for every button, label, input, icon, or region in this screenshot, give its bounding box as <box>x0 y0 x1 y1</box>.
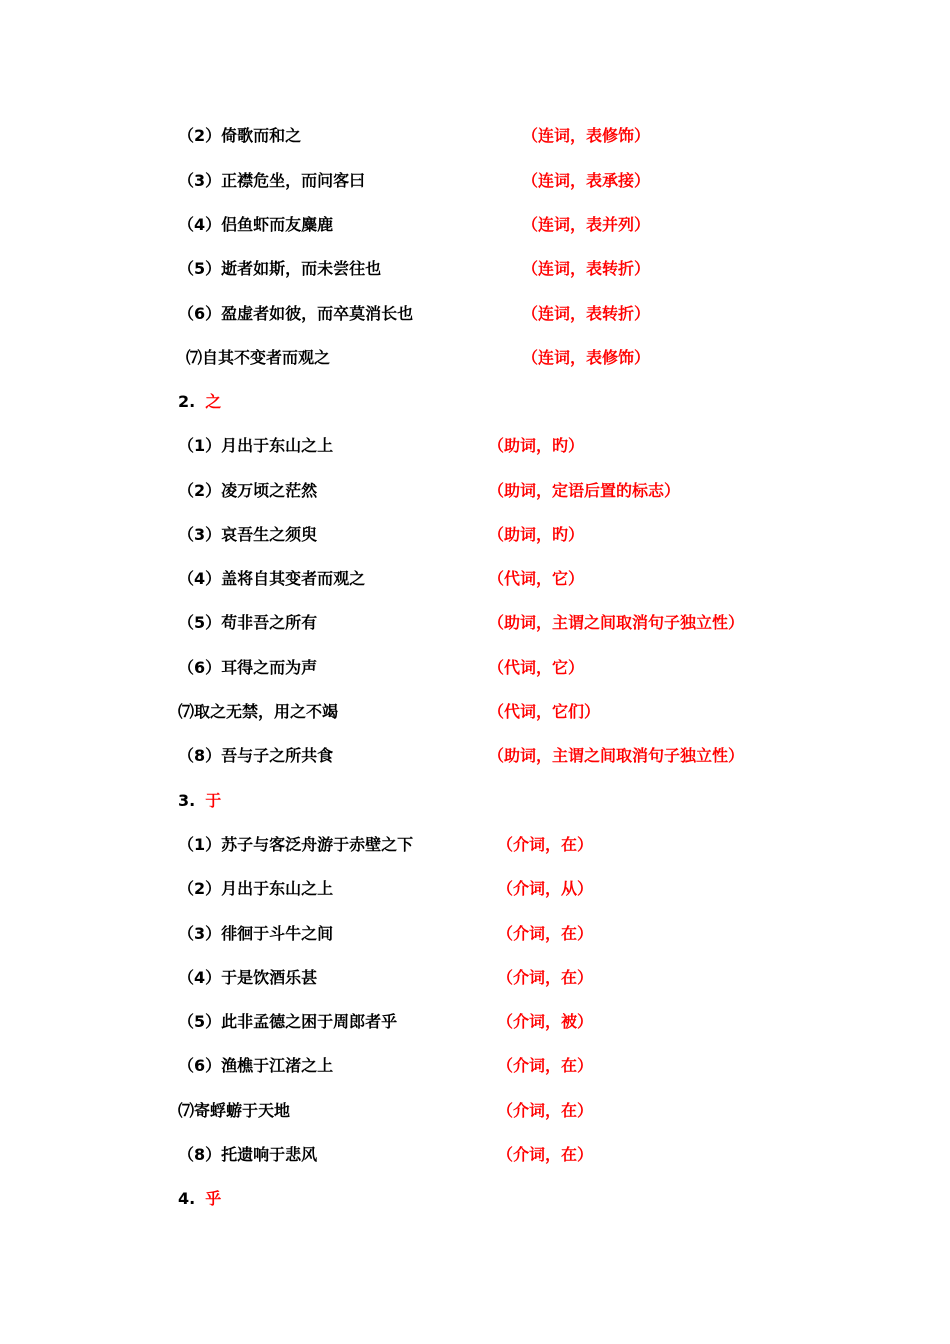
example-sentence: （2）倚歌而和之 <box>178 126 302 145</box>
example-sentence: ⑺取之无禁，用之不竭 <box>178 702 339 721</box>
usage-note: （连词，表承接） <box>522 171 651 190</box>
usage-note: （介词，在） <box>497 1056 594 1075</box>
example-sentence: （2）凌万顷之茫然 <box>178 481 318 500</box>
list-item <box>0 611 950 635</box>
example-sentence: （3）正襟危坐，而问客曰 <box>178 171 366 190</box>
example-sentence: （3）徘徊于斗牛之间 <box>178 924 334 943</box>
list-item <box>0 434 950 458</box>
example-sentence: （5）此非孟德之困于周郎者乎 <box>178 1012 398 1031</box>
list-item <box>0 744 950 768</box>
usage-note: （介词，从） <box>497 879 594 898</box>
list-item <box>0 656 950 680</box>
list-item <box>0 877 950 901</box>
section-heading <box>0 390 950 414</box>
example-sentence: （5）逝者如斯，而未尝往也 <box>178 259 382 278</box>
list-item <box>0 567 950 591</box>
example-sentence: （6）渔樵于江渚之上 <box>178 1056 334 1075</box>
section-heading <box>0 1187 950 1211</box>
example-sentence: （3）哀吾生之须臾 <box>178 525 318 544</box>
usage-note: （介词，在） <box>497 835 594 854</box>
section-number: 2. <box>178 392 196 411</box>
list-item <box>0 922 950 946</box>
usage-note: （介词，在） <box>497 968 594 987</box>
usage-note: （代词，它们） <box>488 702 601 721</box>
list-item <box>0 213 950 237</box>
usage-note: （助词，主谓之间取消句子独立性） <box>488 746 745 765</box>
section-char: 乎 <box>205 1189 222 1208</box>
usage-note: （介词，在） <box>497 1145 594 1164</box>
usage-note: （助词，旳） <box>488 436 585 455</box>
usage-note: （连词，表修饰） <box>522 126 651 145</box>
list-item <box>0 1054 950 1078</box>
list-item <box>0 1143 950 1167</box>
list-item <box>0 124 950 148</box>
list-item <box>0 523 950 547</box>
example-sentence: （8）托遗响于悲风 <box>178 1145 318 1164</box>
example-sentence: ⑺寄蜉蝣于天地 <box>178 1101 291 1120</box>
list-item <box>0 257 950 281</box>
section-number: 3. <box>178 791 196 810</box>
list-item <box>0 966 950 990</box>
usage-note: （助词，定语后置的标志） <box>488 481 681 500</box>
list-item <box>0 346 950 370</box>
usage-note: （介词，被） <box>497 1012 594 1031</box>
usage-note: （代词，它） <box>488 569 585 588</box>
section-heading <box>0 789 950 813</box>
usage-note: （连词，表转折） <box>522 304 651 323</box>
example-sentence: （4）盖将自其变者而观之 <box>178 569 366 588</box>
list-item <box>0 479 950 503</box>
example-sentence: （5）苟非吾之所有 <box>178 613 318 632</box>
example-sentence: （1）苏子与客泛舟游于赤壁之下 <box>178 835 414 854</box>
usage-note: （介词，在） <box>497 1101 594 1120</box>
list-item <box>0 700 950 724</box>
list-item <box>0 169 950 193</box>
example-sentence: （2）月出于东山之上 <box>178 879 334 898</box>
list-item <box>0 1099 950 1123</box>
list-item <box>0 833 950 857</box>
example-sentence: （1）月出于东山之上 <box>178 436 334 455</box>
example-sentence: （8）吾与子之所共食 <box>178 746 334 765</box>
example-sentence: （4）于是饮酒乐甚 <box>178 968 318 987</box>
example-sentence: （6）盈虚者如彼，而卒莫消长也 <box>178 304 414 323</box>
usage-note: （助词，主谓之间取消句子独立性） <box>488 613 745 632</box>
usage-note: （连词，表并列） <box>522 215 651 234</box>
example-sentence: ⑺自其不变者而观之 <box>186 348 331 367</box>
list-item <box>0 1010 950 1034</box>
usage-note: （连词，表修饰） <box>522 348 651 367</box>
example-sentence: （4）侣鱼虾而友麋鹿 <box>178 215 334 234</box>
section-number: 4. <box>178 1189 196 1208</box>
usage-note: （连词，表转折） <box>522 259 651 278</box>
usage-note: （介词，在） <box>497 924 594 943</box>
section-char: 于 <box>205 791 222 810</box>
example-sentence: （6）耳得之而为声 <box>178 658 318 677</box>
usage-note: （代词，它） <box>488 658 585 677</box>
list-item <box>0 302 950 326</box>
usage-note: （助词，旳） <box>488 525 585 544</box>
section-char: 之 <box>205 392 222 411</box>
